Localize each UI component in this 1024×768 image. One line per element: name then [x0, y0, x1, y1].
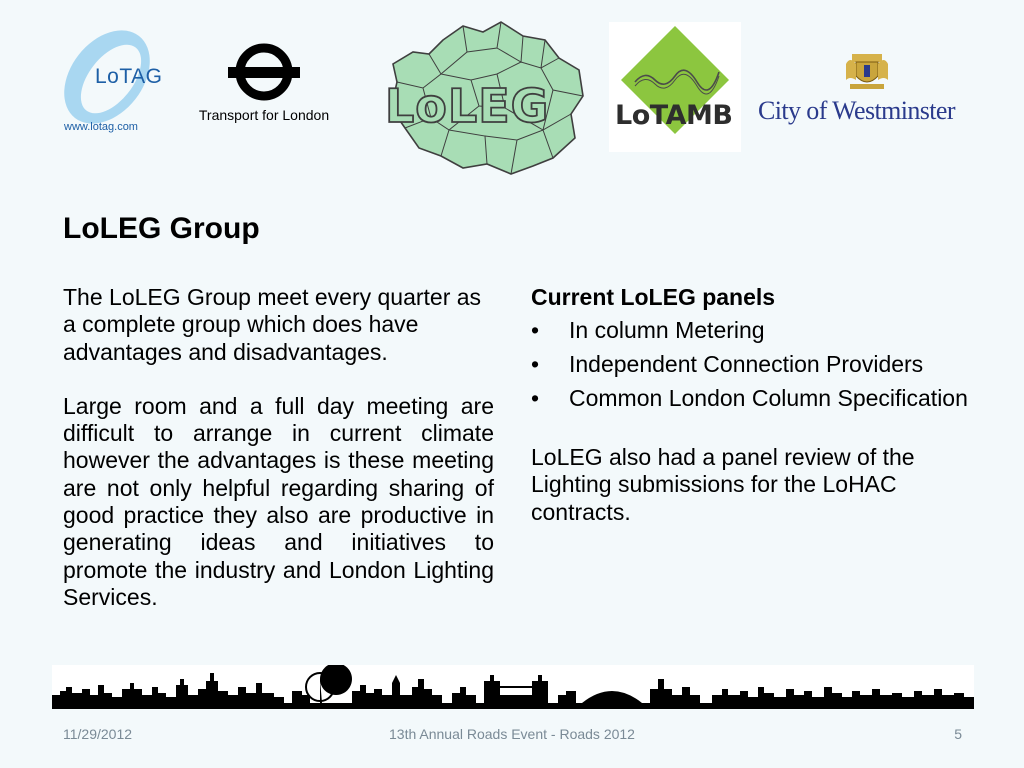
bullet-icon: • — [531, 351, 540, 378]
review-paragraph: LoLEG also had a panel review of the Lighting submissions for the LoHAC contracts. — [531, 444, 915, 525]
lotag-logo — [55, 25, 165, 140]
left-text-column — [63, 284, 494, 611]
bullet-icon: • — [531, 384, 540, 411]
panel-label: In column Metering — [569, 317, 765, 344]
loleg-wordmark-text: LoLEG — [385, 79, 550, 133]
meeting-paragraph: Large room and a full day meeting are difficult to arrange in current climate however the advantages is these meeting are not only helpful regarding sharing of good practice they also are productive in generating ideas and initiatives to promote the industry and London Lighting Services. — [63, 392, 494, 610]
loleg-logo — [383, 18, 590, 176]
bullet-icon: • — [531, 317, 540, 344]
list-item — [531, 351, 981, 378]
slide-title: LoLEG Group — [63, 212, 260, 245]
westminster-logo — [756, 50, 978, 140]
lotamb-wordmark: LoTAMB — [615, 100, 733, 131]
westminster-crest-icon — [842, 50, 892, 92]
list-item — [531, 385, 981, 412]
westminster-wordmark: City of Westminster — [758, 96, 955, 125]
list-item — [531, 317, 981, 344]
tfl-roundel-icon — [170, 38, 355, 108]
tfl-wordmark: Transport for London — [198, 107, 330, 123]
panels-heading: Current LoLEG panels — [531, 284, 776, 310]
lotamb-logo — [609, 22, 741, 152]
green-diamond-river-icon — [609, 22, 741, 152]
footer-page-number: 5 — [954, 726, 962, 742]
intro-paragraph: The LoLEG Group meet every quarter as a complete group which does have advantages and disadvantages. — [63, 284, 482, 365]
panel-label: Independent Connection Providers — [569, 351, 924, 378]
footer-event: 13th Annual Roads Event - Roads 2012 — [389, 726, 635, 742]
right-text-column — [531, 284, 981, 526]
loleg-wordmark — [383, 78, 590, 138]
panels-list — [531, 317, 981, 412]
footer-date: 11/29/2012 — [63, 726, 133, 742]
lotag-url: www.lotag.com — [64, 121, 138, 133]
tfl-logo — [170, 38, 355, 133]
london-skyline-banner — [52, 665, 974, 709]
london-skyline-image — [52, 665, 974, 709]
lotag-wordmark: LoTAG — [95, 65, 163, 88]
panel-label: Common London Column Specification — [569, 384, 968, 411]
